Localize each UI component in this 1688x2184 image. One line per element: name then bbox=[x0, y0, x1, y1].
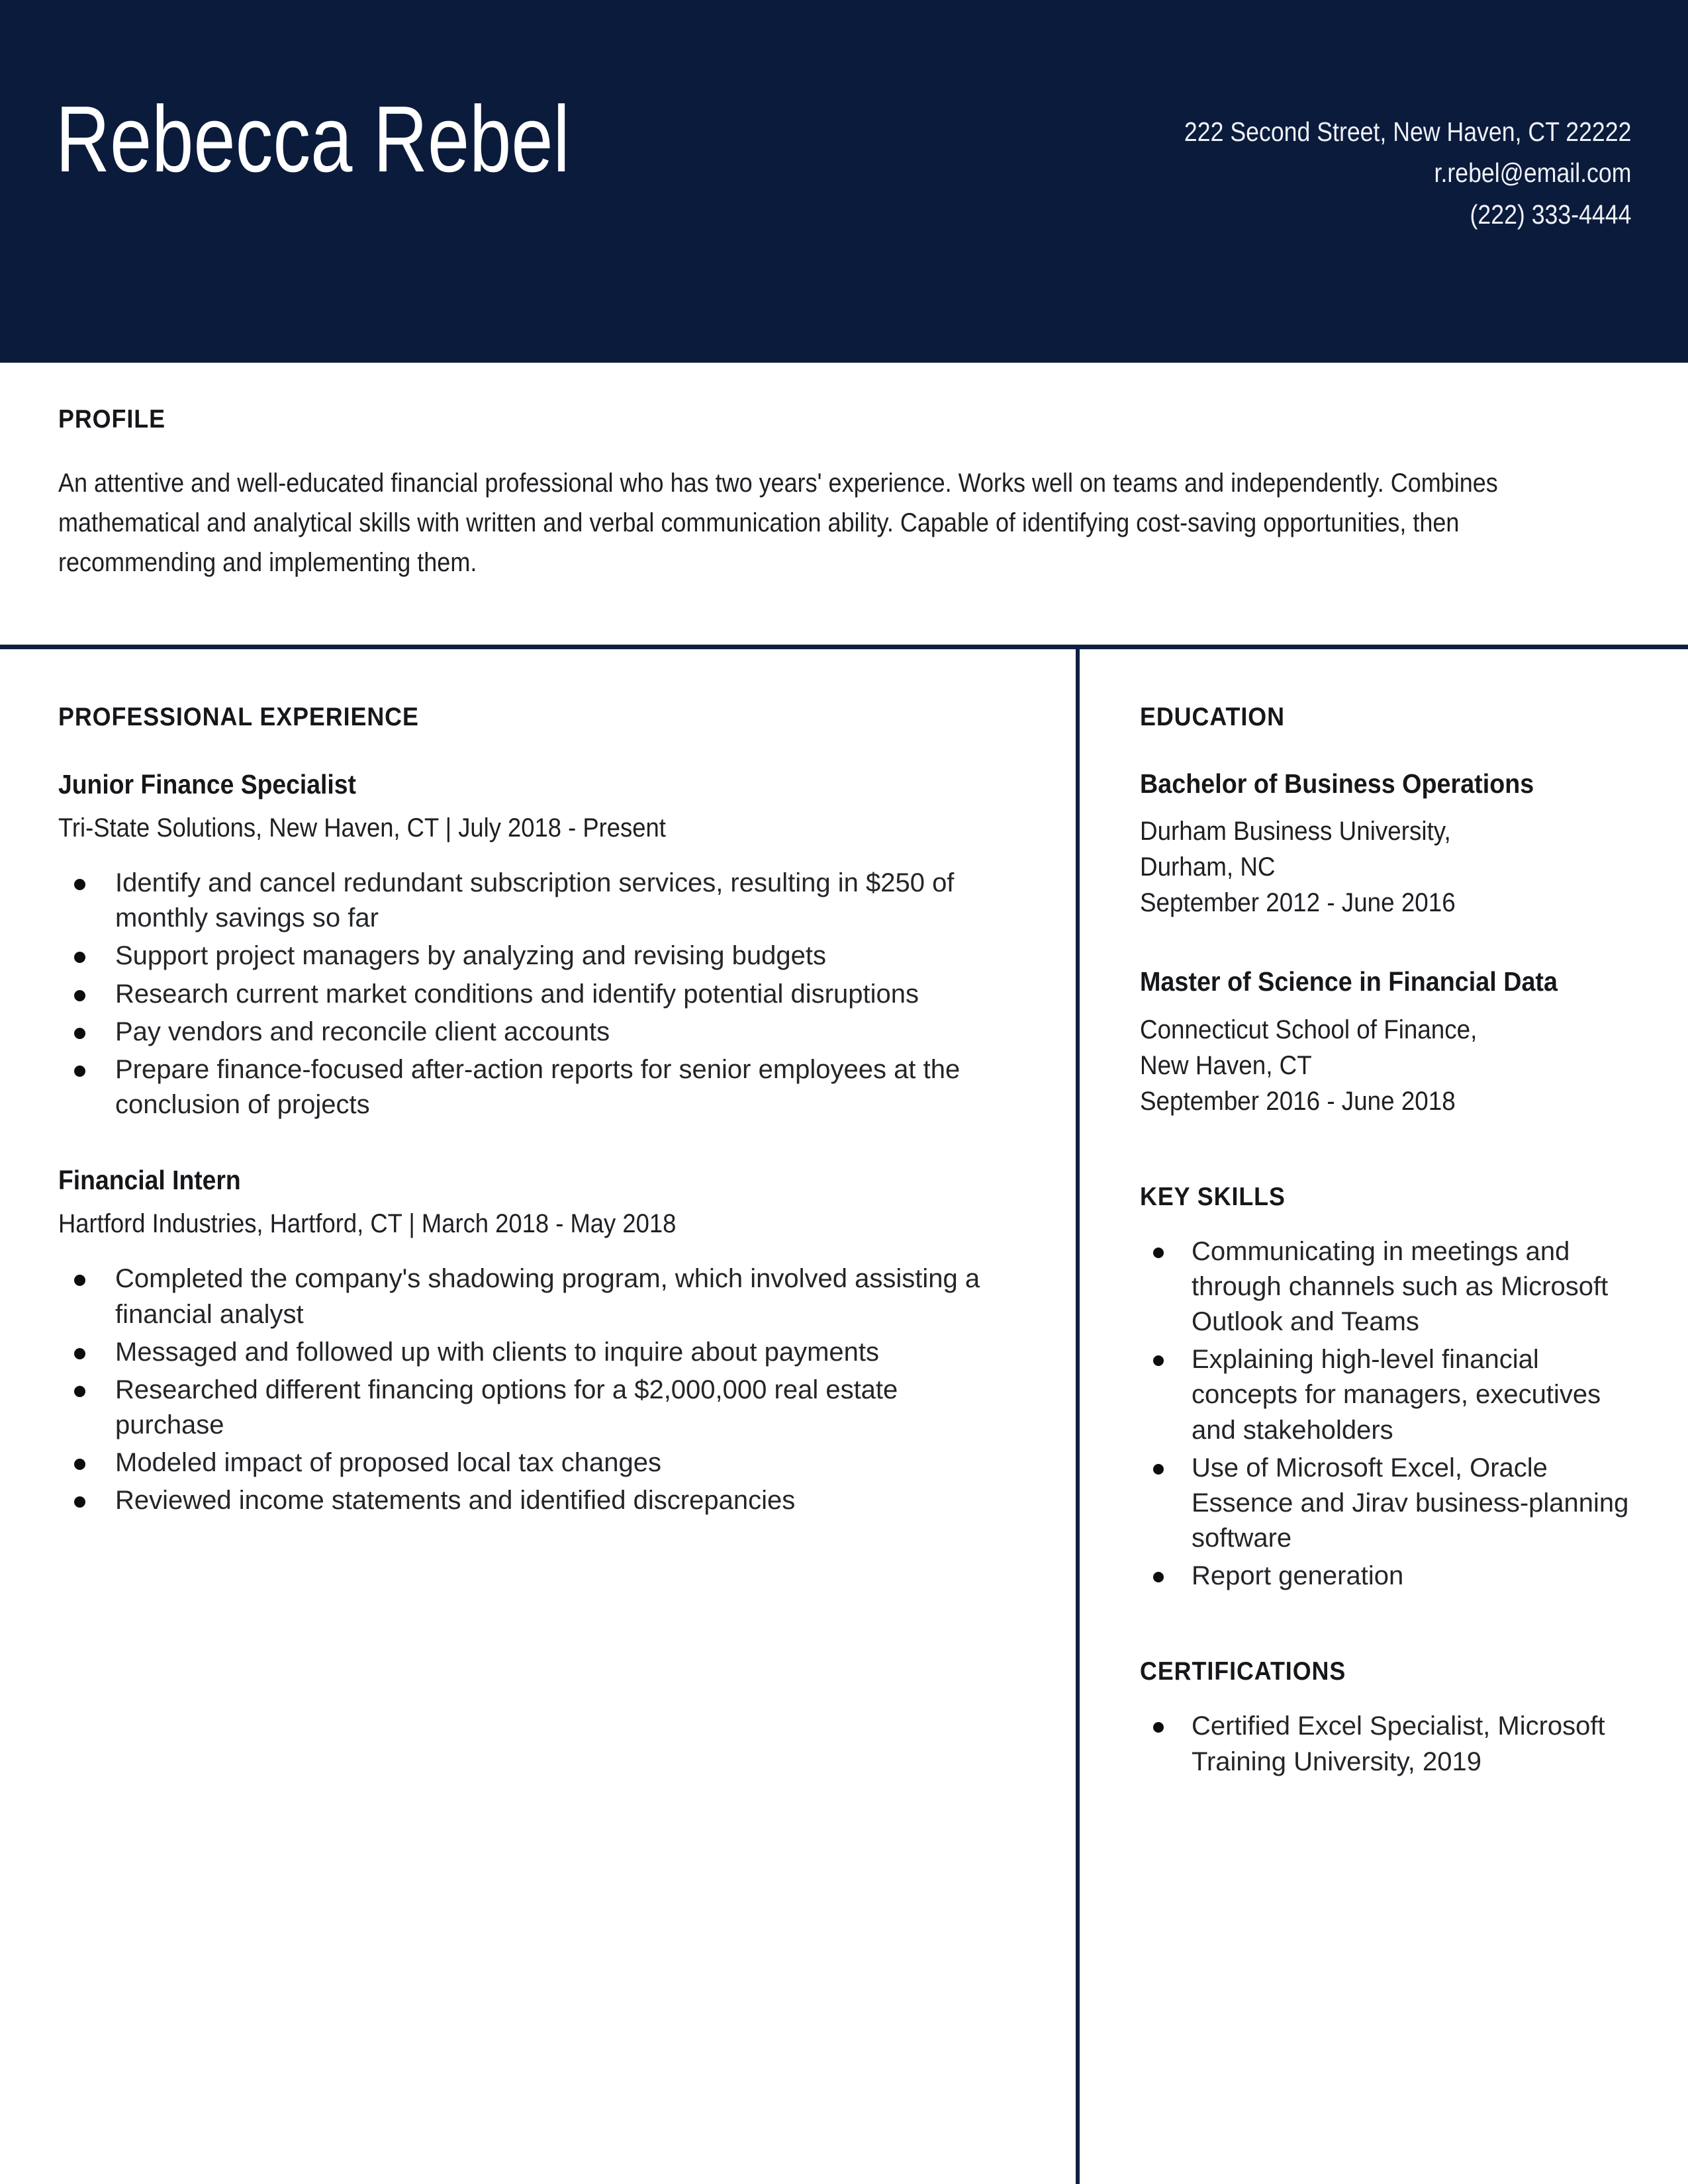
contact-info-block bbox=[1117, 111, 1631, 235]
list-item: Identify and cancel redundant subscription services, resulting in $250 of monthly savings so far bbox=[58, 866, 1011, 936]
education-entry bbox=[1140, 766, 1630, 921]
list-item: Messaged and followed up with clients to inquire about payments bbox=[58, 1335, 1011, 1370]
list-item: Reviewed income statements and identified discrepancies bbox=[58, 1483, 1011, 1518]
education-location: New Haven, CT bbox=[1140, 1050, 1312, 1080]
profile-section bbox=[58, 405, 1634, 582]
education-school: Durham Business University, bbox=[1140, 817, 1451, 846]
list-item: Completed the company's shadowing program, which involved assisting a financial analyst bbox=[58, 1261, 1011, 1332]
job-bullet-list bbox=[58, 1261, 1011, 1518]
job-title: Financial Intern bbox=[58, 1165, 241, 1196]
page-title: Rebecca Rebel bbox=[56, 87, 570, 192]
key-skills-list bbox=[1140, 1234, 1630, 1594]
contact-address: 222 Second Street, New Haven, CT 22222 bbox=[1184, 116, 1631, 147]
list-item: Certified Excel Specialist, Microsoft Training University, 2019 bbox=[1140, 1709, 1630, 1779]
list-item: Support project managers by analyzing and revising budgets bbox=[58, 938, 1011, 974]
profile-heading: PROFILE bbox=[58, 405, 165, 433]
list-item: Modeled impact of proposed local tax changes bbox=[58, 1445, 1011, 1480]
experience-entry bbox=[58, 1165, 1011, 1518]
left-column bbox=[58, 703, 1011, 1522]
experience-heading: PROFESSIONAL EXPERIENCE bbox=[58, 703, 419, 731]
education-entry bbox=[1140, 964, 1630, 1118]
education-school: Connecticut School of Finance, bbox=[1140, 1015, 1477, 1044]
education-degree: Master of Science in Financial Data bbox=[1140, 966, 1558, 997]
right-column bbox=[1140, 703, 1630, 1782]
list-item: Researched different financing options for a $2,000,000 real estate purchase bbox=[58, 1373, 1011, 1443]
certifications-heading: CERTIFICATIONS bbox=[1140, 1657, 1346, 1686]
job-meta: Tri-State Solutions, New Haven, CT | July 2018 - Present bbox=[58, 813, 666, 842]
contact-phone[interactable]: (222) 333-4444 bbox=[1470, 199, 1631, 230]
job-bullet-list bbox=[58, 866, 1011, 1122]
list-item: Research current market conditions and identify potential disruptions bbox=[58, 977, 1011, 1012]
list-item: Prepare finance-focused after-action reports for senior employees at the conclusion of projects bbox=[58, 1052, 1011, 1122]
education-dates: September 2016 - June 2018 bbox=[1140, 1086, 1456, 1116]
resume-header-band bbox=[0, 0, 1688, 363]
list-item: Pay vendors and reconcile client accounts bbox=[58, 1015, 1011, 1050]
list-item: Report generation bbox=[1140, 1559, 1630, 1594]
certifications-list bbox=[1140, 1709, 1630, 1779]
education-dates: September 2012 - June 2016 bbox=[1140, 888, 1456, 918]
list-item: Communicating in meetings and through channels such as Microsoft Outlook and Teams bbox=[1140, 1234, 1630, 1340]
list-item: Use of Microsoft Excel, Oracle Essence and Jirav business-planning software bbox=[1140, 1451, 1630, 1557]
job-meta: Hartford Industries, Hartford, CT | March 2018 - May 2018 bbox=[58, 1209, 677, 1239]
vertical-column-divider bbox=[1076, 649, 1080, 2184]
key-skills-heading: KEY SKILLS bbox=[1140, 1182, 1286, 1211]
list-item: Explaining high-level financial concepts for managers, executives and stakeholders bbox=[1140, 1342, 1630, 1448]
profile-body-text: An attentive and well-educated financial professional who has two years' experience. Works well on teams and independently. Combines mathematical and analytical skills with written and verbal communication ability. Capable of identifying cost-saving opportunities, then recommending and implementing them. bbox=[58, 469, 1498, 577]
education-heading: EDUCATION bbox=[1140, 703, 1285, 731]
contact-email[interactable]: r.rebel@email.com bbox=[1434, 158, 1631, 189]
horizontal-divider bbox=[0, 645, 1688, 649]
experience-entry bbox=[58, 769, 1011, 1122]
job-title: Junior Finance Specialist bbox=[58, 769, 356, 799]
education-degree: Bachelor of Business Operations bbox=[1140, 768, 1534, 799]
education-location: Durham, NC bbox=[1140, 852, 1276, 882]
